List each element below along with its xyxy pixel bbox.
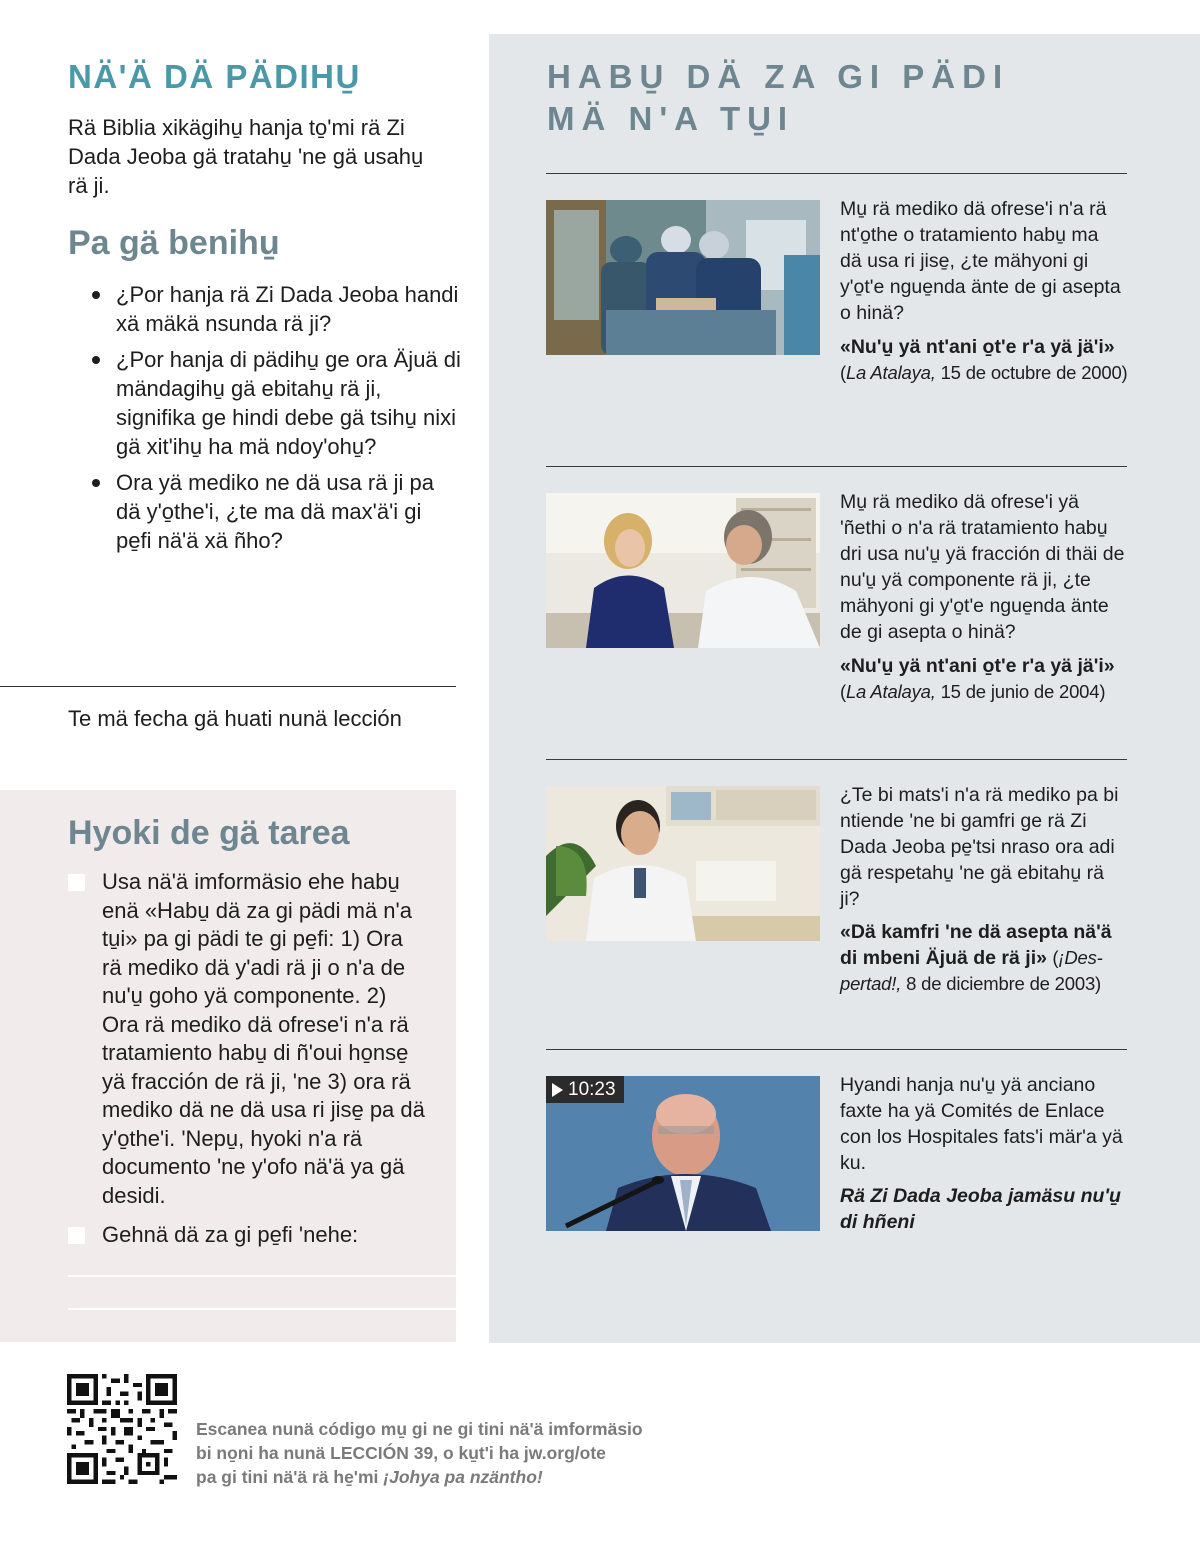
article-reference[interactable]: «Dä kamfri 'ne dä asepta nä'ä di mbeni Äjuä de rä ji» (¡Despertad!, 8 de diciembre de 2003) bbox=[840, 921, 1112, 994]
questions-heading: Pa gä benihu̱ bbox=[68, 224, 280, 262]
article-title[interactable]: «Nu'u̱ yä nt'ani o̱t'e r'a yä jä'i» bbox=[840, 655, 1115, 677]
bullet-icon bbox=[92, 356, 100, 364]
doctor-image bbox=[546, 786, 820, 941]
homework-text: Gehnä dä za gi pe̱fi 'nehe: bbox=[102, 1222, 359, 1247]
publication-name: La Atalaya, bbox=[845, 681, 936, 702]
divider bbox=[546, 173, 1127, 174]
doctor-consult-photo[interactable] bbox=[546, 493, 820, 648]
video-duration-badge bbox=[546, 1076, 624, 1103]
publication-date: 15 de octubre de 2000) bbox=[935, 362, 1128, 383]
surgery-image bbox=[546, 200, 820, 355]
article-reference[interactable]: «Nu'u̱ yä nt'ani o̱t'e r'a yä jä'i» (La Atalaya, 15 de octubre de 2000) bbox=[840, 336, 1128, 383]
qr-code-icon[interactable] bbox=[67, 1374, 177, 1484]
footer-line: Escanea nunä código mu̱ gi ne gi tini nä'ä imformäsio bbox=[196, 1419, 643, 1439]
checkbox-icon[interactable] bbox=[68, 874, 85, 891]
publication-date: 15 de junio de 2004) bbox=[935, 681, 1106, 702]
publication-name: La Atalaya, bbox=[845, 362, 936, 383]
publication-date: 8 de diciembre de 2003) bbox=[901, 973, 1101, 994]
question-item bbox=[92, 468, 462, 555]
bullet-icon bbox=[92, 291, 100, 299]
publication-name: ¡Despertad!, bbox=[840, 947, 1103, 994]
research-question: Mu̱ rä mediko dä ofrese'i n'a rä nt'o̱the o tratamiento habu̱ ma dä usa ri jise̱, ¿te mähyoni gi y'o̱t'e ngue̱nda änte de gi asepta o hinä? bbox=[840, 198, 1121, 324]
research-question: Mu̱ rä mediko dä ofrese'i yä 'ñethi o n'a rä tratamiento habu̱ dri usa nu'u̱ yä fracción di thäi de nu'u̱ yä componente rä ji, ¿te mähyoni gi y'o̱t'e ngue̱nda änte de gi asepta o hinä? bbox=[840, 491, 1125, 643]
article-reference[interactable]: «Nu'u̱ yä nt'ani o̱t'e r'a yä jä'i» (La Atalaya, 15 de junio de 2004) bbox=[840, 655, 1115, 702]
date-prompt: Te mä fecha gä huati nunä lección bbox=[68, 706, 402, 731]
research-panel bbox=[489, 34, 1200, 1343]
research-title-line: HABU̱ DÄ ZA GI PÄDI bbox=[547, 58, 1010, 95]
section-title: NÄ'Ä DÄ PÄDIHU̱ bbox=[68, 58, 361, 95]
research-question: ¿Te bi mats'i n'a rä mediko pa bi ntiende 'ne bi gamfri ge rä Zi Dada Jeoba pe̱'tsi nraso ora adi gä respetahu̱ 'ne gä ebitahu̱ rä ji? bbox=[840, 784, 1119, 910]
divider bbox=[0, 686, 456, 687]
divider bbox=[546, 759, 1127, 760]
play-icon[interactable] bbox=[552, 1083, 563, 1097]
homework-title: Hyoki de gä tarea bbox=[68, 814, 350, 852]
intro-text: Rä Biblia xikägihu̱ hanja to̱'mi rä Zi Dada Jeoba gä tratahu̱ 'ne gä usahu̱ rä ji. bbox=[68, 115, 424, 198]
research-title-line: MÄ N'A TU̱I bbox=[547, 100, 795, 137]
homework-checkbox-item[interactable] bbox=[68, 1221, 428, 1250]
question-item bbox=[92, 345, 462, 461]
video-title[interactable]: Rä Zi Dada Jeoba jamäsu nu'u̱ di hñeni bbox=[840, 1185, 1121, 1233]
article-title[interactable]: «Dä kamfri 'ne dä asepta nä'ä di mbeni Äjuä de rä ji» bbox=[840, 921, 1112, 969]
video-thumbnail[interactable] bbox=[546, 1076, 820, 1231]
doctor-photo[interactable] bbox=[546, 786, 820, 941]
consultation-image bbox=[546, 493, 820, 648]
question-text: Ora yä mediko ne dä usa rä ji pa dä y'o̱the'i, ¿te ma dä max'ä'i gi pe̱fi nä'ä xä ñho? bbox=[116, 470, 434, 553]
footer-line: pa gi tini nä'ä rä he̱'mi bbox=[196, 1467, 384, 1487]
divider bbox=[546, 466, 1127, 467]
footer-line[interactable]: bi no̱ni ha nunä LECCIÓN 39, o ku̱t'i ha jw.org/ote bbox=[196, 1443, 606, 1463]
write-line[interactable] bbox=[68, 1275, 456, 1277]
question-item bbox=[92, 280, 462, 338]
article-title[interactable]: «Nu'u̱ yä nt'ani o̱t'e r'a yä jä'i» bbox=[840, 336, 1115, 358]
homework-box bbox=[0, 790, 456, 1342]
lesson-summary-section bbox=[0, 0, 490, 790]
footer-note bbox=[196, 1417, 666, 1489]
question-text: ¿Por hanja di pädihu̱ ge ora Äjuä di mändagihu̱ gä ebitahu̱ rä ji, signifika ge hindi debe gä tsihu̱ nixi gä xit'ihu̱ ha mä ndoy'ohu̱? bbox=[116, 347, 461, 459]
homework-checkbox-item[interactable] bbox=[68, 868, 428, 1210]
research-title bbox=[547, 56, 1009, 140]
write-line[interactable] bbox=[68, 1308, 456, 1310]
questions-list bbox=[92, 280, 462, 562]
bullet-icon bbox=[92, 479, 100, 487]
video-description: Hyandi hanja nu'u̱ yä anciano faxte ha yä Comités de Enlace con los Hospitales fats'i mär'a yä ku. bbox=[840, 1074, 1123, 1174]
surgery-photo[interactable] bbox=[546, 200, 820, 355]
divider bbox=[546, 1049, 1127, 1050]
publication-link[interactable]: ¡Johya pa nzäntho! bbox=[383, 1467, 543, 1487]
video-duration: 10:23 bbox=[568, 1079, 616, 1100]
homework-text: Usa nä'ä imformäsio ehe habu̱ enä «Habu̱ dä za gi pädi mä n'a tu̱i» pa gi pädi te gi pe̱fi: 1) Ora rä mediko dä y'adi rä ji o n'a de nu'u̱ goho yä componente. 2) Ora rä mediko dä ofrese'i n'a rä tratamiento habu̱ di ñ'oui ho̱nse̱ yä fracción de rä ji, 'ne 3) ora rä mediko dä ne dä usa ri jise̱ pa dä y'o̱the'i. 'Nepu̱, hyoki n'a rä documento 'ne y'ofo nä'ä ya gä desidi. bbox=[102, 869, 425, 1208]
checkbox-icon[interactable] bbox=[68, 1227, 85, 1244]
question-text: ¿Por hanja rä Zi Dada Jeoba handi xä mäkä nsunda rä ji? bbox=[116, 282, 459, 336]
